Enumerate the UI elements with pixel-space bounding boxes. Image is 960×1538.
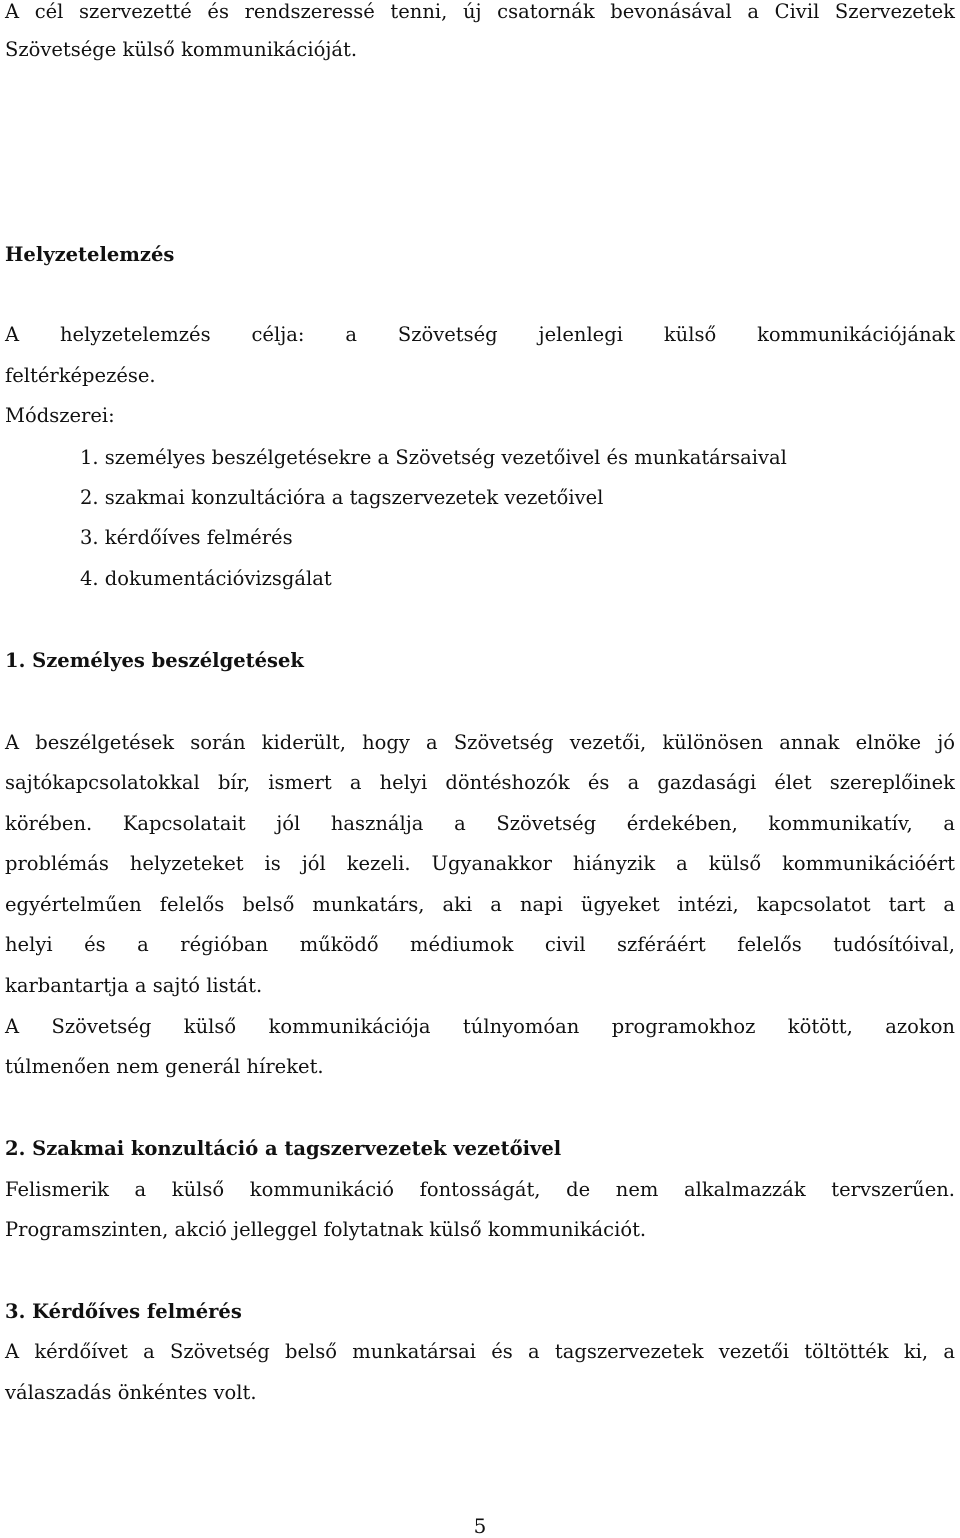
section3-line-2: válaszadás önkéntes volt. <box>5 1381 257 1404</box>
section1-line-3: körében. Kapcsolatait jól használja a Szövetség érdekében, kommunikatív, a <box>5 812 955 835</box>
methods-label: Módszerei: <box>5 404 115 427</box>
section1-line-4: problémás helyzeteket is jól kezeli. Ugyanakkor hiányzik a külső kommunikációért <box>5 852 955 875</box>
method-item-4: 4. dokumentációvizsgálat <box>80 567 332 590</box>
page-number: 5 <box>473 1514 487 1538</box>
section2-heading: 2. Szakmai konzultáció a tagszervezetek vezetőivel <box>5 1137 562 1160</box>
situation-goal-line-2: feltérképezése. <box>5 364 156 387</box>
section3-heading: 3. Kérdőíves felmérés <box>5 1300 242 1323</box>
section1-line-2: sajtókapcsolatokkal bír, ismert a helyi döntéshozók és a gazdasági élet szereplőinek <box>5 771 955 794</box>
section1-line-6: helyi és a régióban működő médiumok civil szféráért felelős tudósítóival, <box>5 933 955 956</box>
section1-line-8: A Szövetség külső kommunikációja túlnyomóan programokhoz kötött, azokon <box>5 1015 955 1038</box>
method-item-2: 2. szakmai konzultációra a tagszervezetek vezetőivel <box>80 486 604 509</box>
section1-line-7: karbantartja a sajtó listát. <box>5 974 263 997</box>
section1-line-9: túlmenően nem generál híreket. <box>5 1055 324 1078</box>
section1-line-1: A beszélgetések során kiderült, hogy a Szövetség vezetői, különösen annak elnöke jó <box>5 731 955 754</box>
situation-heading: Helyzetelemzés <box>5 243 175 266</box>
section1-line-5: egyértelműen felelős belső munkatárs, aki a napi ügyeket intézi, kapcsolatot tart a <box>5 893 955 916</box>
situation-goal-line-1: A helyzetelemzés célja: a Szövetség jelenlegi külső kommunikációjának <box>5 323 955 346</box>
method-item-1: 1. személyes beszélgetésekre a Szövetség vezetőivel és munkatársaival <box>80 446 787 469</box>
intro-line-2: Szövetsége külső kommunikációját. <box>5 38 358 61</box>
section1-heading: 1. Személyes beszélgetések <box>5 649 304 672</box>
section2-line-2: Programszinten, akció jelleggel folytatnak külső kommunikációt. <box>5 1218 647 1241</box>
intro-line-1: A cél szervezetté és rendszeressé tenni, új csatornák bevonásával a Civil Szervezetek <box>5 0 955 23</box>
section3-line-1: A kérdőívet a Szövetség belső munkatársai és a tagszervezetek vezetői töltötték ki, a <box>5 1340 955 1363</box>
method-item-3: 3. kérdőíves felmérés <box>80 526 293 549</box>
section2-line-1: Felismerik a külső kommunikáció fontosságát, de nem alkalmazzák tervszerűen. <box>5 1178 955 1201</box>
